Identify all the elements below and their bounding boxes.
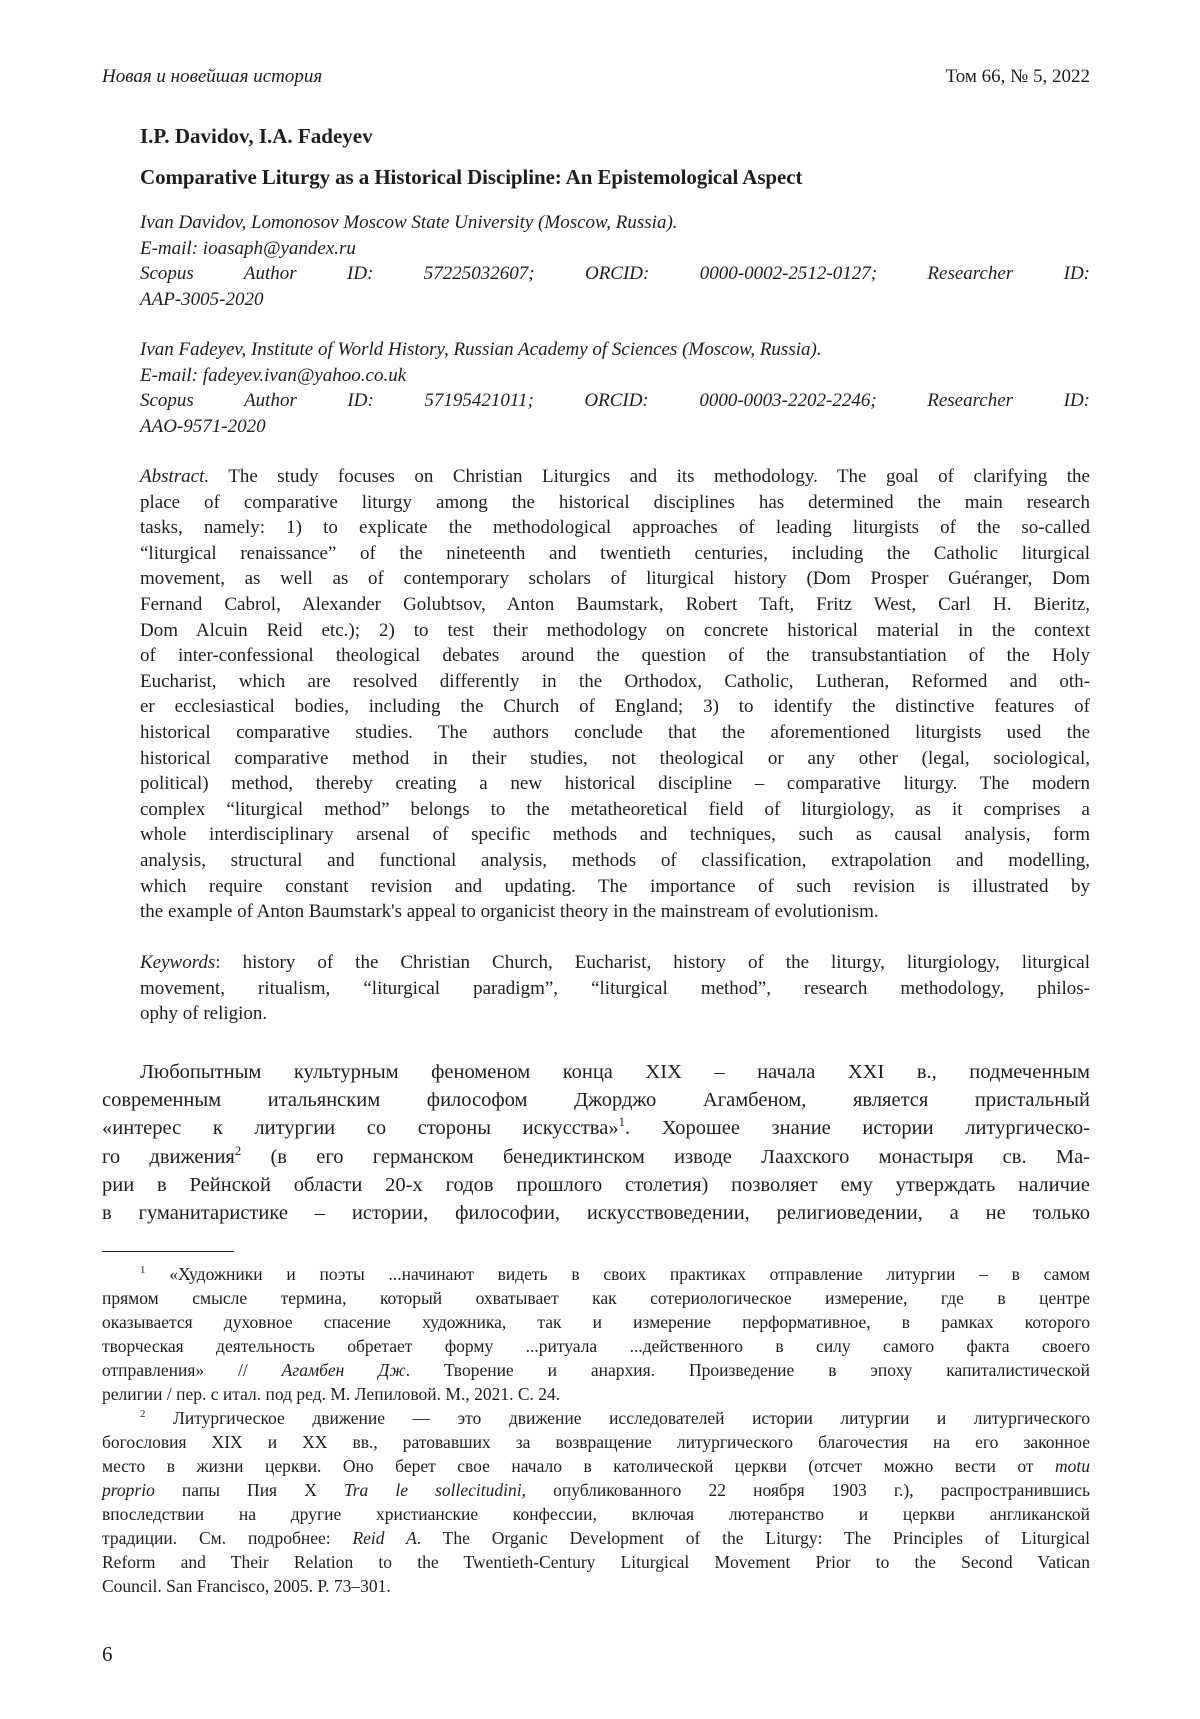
- footnote-2-line: богословия XIX и XX вв., ратовавших за возвращение литургического благочестия на его законное: [102, 1432, 1090, 1452]
- footnote-ref-2[interactable]: 2: [234, 1143, 242, 1158]
- article-authors: I.P. Davidov, I.A. Fadeyev: [140, 124, 373, 148]
- abstract-text: The study focuses on Christian Liturgics and its methodology. The goal of clarifying the: [209, 466, 1090, 487]
- abstract-label: Abstract.: [140, 466, 210, 487]
- abstract-line: political) method, thereby creating a new historical discipline – comparative liturgy. The modern: [140, 773, 1090, 795]
- footnote-2-line: Reform and Their Relation to the Twentieth-Century Liturgical Movement Prior to the Second Vatican: [102, 1552, 1090, 1572]
- body-line: Любопытным культурным феноменом конца XIX – начала XXI в., подмеченным: [140, 1061, 1090, 1083]
- keywords-text: : history of the Christian Church, Eucharist, history of the liturgy, liturgiology, liturgical: [215, 952, 1090, 973]
- issue-info: Том 66, № 5, 2022: [945, 66, 1090, 87]
- footnote-2-line: [102, 1526, 1090, 1550]
- footnote-2-line: впоследствии на другие христианские конфессии, включая лютеранство и церкви англиканской: [102, 1504, 1090, 1524]
- footnote-2-line: [102, 1406, 1090, 1430]
- footnote-1-line: оказывается духовное спасение художника, так и измерение перформативное, в рамках которого: [102, 1312, 1090, 1332]
- footnote-text: Литургическое движение — это движение исследователей истории литургии и литургического: [145, 1408, 1090, 1428]
- abstract-line: complex “liturgical method” belongs to the metatheoretical field of liturgiology, as it comprises a: [140, 798, 1090, 820]
- article-title: Comparative Liturgy as a Historical Discipline: An Epistemological Aspect: [140, 165, 803, 189]
- footnote-1-line: [102, 1262, 1090, 1286]
- footnote-marker-2: 2: [140, 1407, 146, 1420]
- cited-author: Reid A: [352, 1528, 417, 1548]
- abstract-line: Fernand Cabrol, Alexander Golubtsov, Anton Baumstark, Robert Taft, Fritz West, Carl H. Bieritz,: [140, 593, 1090, 615]
- body-text: (в его германском бенедиктинском изводе Лаахского монастыря св. Ма-: [241, 1145, 1090, 1168]
- body-line: современным итальянским философом Джорджо Агамбеном, является пристальный: [102, 1089, 1090, 1112]
- body-line: [102, 1114, 1090, 1142]
- footnote-2-line: Council. San Francisco, 2005. P. 73–301.: [102, 1576, 391, 1596]
- identifiers-line: Scopus Author ID: 57195421011; ORCID: 0000-0003-2202-2246; Researcher ID:: [140, 390, 1090, 411]
- abstract-line: of inter-confessional theological debates around the question of the transubstantiation of the Holy: [140, 645, 1090, 667]
- cited-author: Агамбен Дж: [281, 1360, 406, 1380]
- affiliation-line: Ivan Fadeyev, Institute of World History, Russian Academy of Sciences (Moscow, Russia).: [140, 339, 822, 360]
- footnotes: [102, 1262, 1090, 1598]
- keywords-line: movement, ritualism, “liturgical paradigm”, “liturgical method”, research methodology, philos-: [140, 977, 1090, 999]
- keywords-label: Keywords: [140, 952, 216, 973]
- body-line: в гуманитаристике – истории, философии, искусствоведении, религиоведении, а не только: [102, 1201, 1090, 1224]
- footnote-1-line: прямом смысле термина, который охватывает как сотериологическое измерение, где в центре: [102, 1288, 1090, 1308]
- footnote-text: традиции. См. подробнее:: [102, 1528, 353, 1548]
- page-number: 6: [102, 1642, 113, 1666]
- email-line: E-mail: fadeyev.ivan@yahoo.co.uk: [140, 364, 407, 386]
- latin-term: motu: [1055, 1456, 1090, 1476]
- author-affiliation-1: [140, 210, 1090, 312]
- footnote-text: отправления» //: [102, 1360, 282, 1380]
- footnote-text: . Творение и анархия. Произведение в эпоху капиталистической: [405, 1360, 1090, 1380]
- body-line: [102, 1143, 1090, 1171]
- body-text: . Хорошее знание истории литургическо-: [624, 1117, 1090, 1140]
- abstract-line: Eucharist, which are resolved differently in the Orthodox, Catholic, Lutheran, Reformed and oth-: [140, 670, 1090, 692]
- identifiers-line-cont: AAP-3005-2020: [140, 288, 264, 310]
- identifiers-line-cont: AAO-9571-2020: [140, 415, 266, 437]
- footnote-1-line: [102, 1358, 1090, 1382]
- abstract-line: Dom Alcuin Reid etc.); 2) to test their methodology on concrete historical material in the context: [140, 619, 1090, 641]
- body-text: го движения: [102, 1145, 235, 1168]
- footnote-marker-1: 1: [140, 1263, 146, 1276]
- journal-title: Новая и новейшая история: [102, 66, 323, 87]
- footnote-2-line: [102, 1454, 1090, 1478]
- abstract-line: whole interdisciplinary arsenal of specific methods and techniques, such as causal analysis, form: [140, 824, 1090, 846]
- abstract-line: “liturgical renaissance” of the nineteenth and twentieth centuries, including the Catholic liturgical: [140, 542, 1090, 564]
- identifiers-line: Scopus Author ID: 57225032607; ORCID: 0000-0002-2512-0127; Researcher ID:: [140, 263, 1090, 284]
- footnote-text: , опубликованного 22 ноября 1903 г.), распространившись: [521, 1480, 1091, 1500]
- document-title: Tra le sollecitudini: [343, 1480, 522, 1500]
- abstract-line: analysis, structural and functional analysis, methods of classification, extrapolation and modelling,: [140, 849, 1090, 871]
- affiliation-line: Ivan Davidov, Lomonosov Moscow State University (Moscow, Russia).: [140, 212, 678, 233]
- email-line: E-mail: ioasaph@yandex.ru: [140, 237, 356, 259]
- footnote-text: . The Organic Development of the Liturgy: The Principles of Liturgical: [416, 1528, 1090, 1548]
- body-paragraph: [102, 1058, 1090, 1227]
- footnote-2-line: [102, 1478, 1090, 1502]
- abstract-line: [140, 464, 1090, 490]
- body-line: рии в Рейнской области 20-х годов прошлого столетия) позволяет ему утверждать наличие: [102, 1173, 1090, 1196]
- footnote-1-line: религии / пер. с итал. под ред. М. Лепиловой. М., 2021. С. 24.: [102, 1384, 561, 1404]
- latin-term: proprio: [102, 1480, 155, 1500]
- abstract-line: er ecclesiastical bodies, including the Church of England; 3) to identify the distinctive features of: [140, 696, 1090, 718]
- footnote-text: место в жизни церкви. Оно берет свое начало в католической церкви (отсчет можно вести от: [102, 1456, 1055, 1476]
- running-head: [102, 66, 1090, 92]
- body-text: «интерес к литургии со стороны искусства»: [102, 1117, 619, 1140]
- footnote-divider: [102, 1251, 234, 1252]
- abstract-line: movement, as well as of contemporary scholars of liturgical history (Dom Prosper Guéranger, Dom: [140, 568, 1090, 590]
- abstract-line: place of comparative liturgy among the historical disciplines has determined the main research: [140, 491, 1090, 513]
- keywords-line: [140, 950, 1090, 976]
- footnote-text: папы Пия X: [154, 1480, 344, 1500]
- footnote-ref-1[interactable]: 1: [618, 1115, 625, 1130]
- abstract-line: historical comparative method in their studies, not theological or any other (legal, sociological,: [140, 747, 1090, 769]
- keywords: [140, 950, 1090, 1027]
- footnote-text: «Художники и поэты ...начинают видеть в своих практиках отправление литургии – в самом: [145, 1264, 1090, 1284]
- abstract: [140, 464, 1090, 925]
- footnote-1-line: творческая деятельность обретает форму ...ритуала ...действенного в силу самого факта своего: [102, 1336, 1090, 1356]
- keywords-line: ophy of religion.: [140, 1003, 268, 1025]
- author-affiliation-2: [140, 337, 1090, 439]
- abstract-line: the example of Anton Baumstark's appeal to organicist theory in the mainstream of evolutionism.: [140, 901, 879, 923]
- abstract-line: which require constant revision and updating. The importance of such revision is illustrated by: [140, 875, 1090, 897]
- abstract-line: tasks, namely: 1) to explicate the methodological approaches of leading liturgists of the so-called: [140, 517, 1090, 539]
- abstract-line: historical comparative studies. The authors conclude that the aforementioned liturgists used the: [140, 721, 1090, 743]
